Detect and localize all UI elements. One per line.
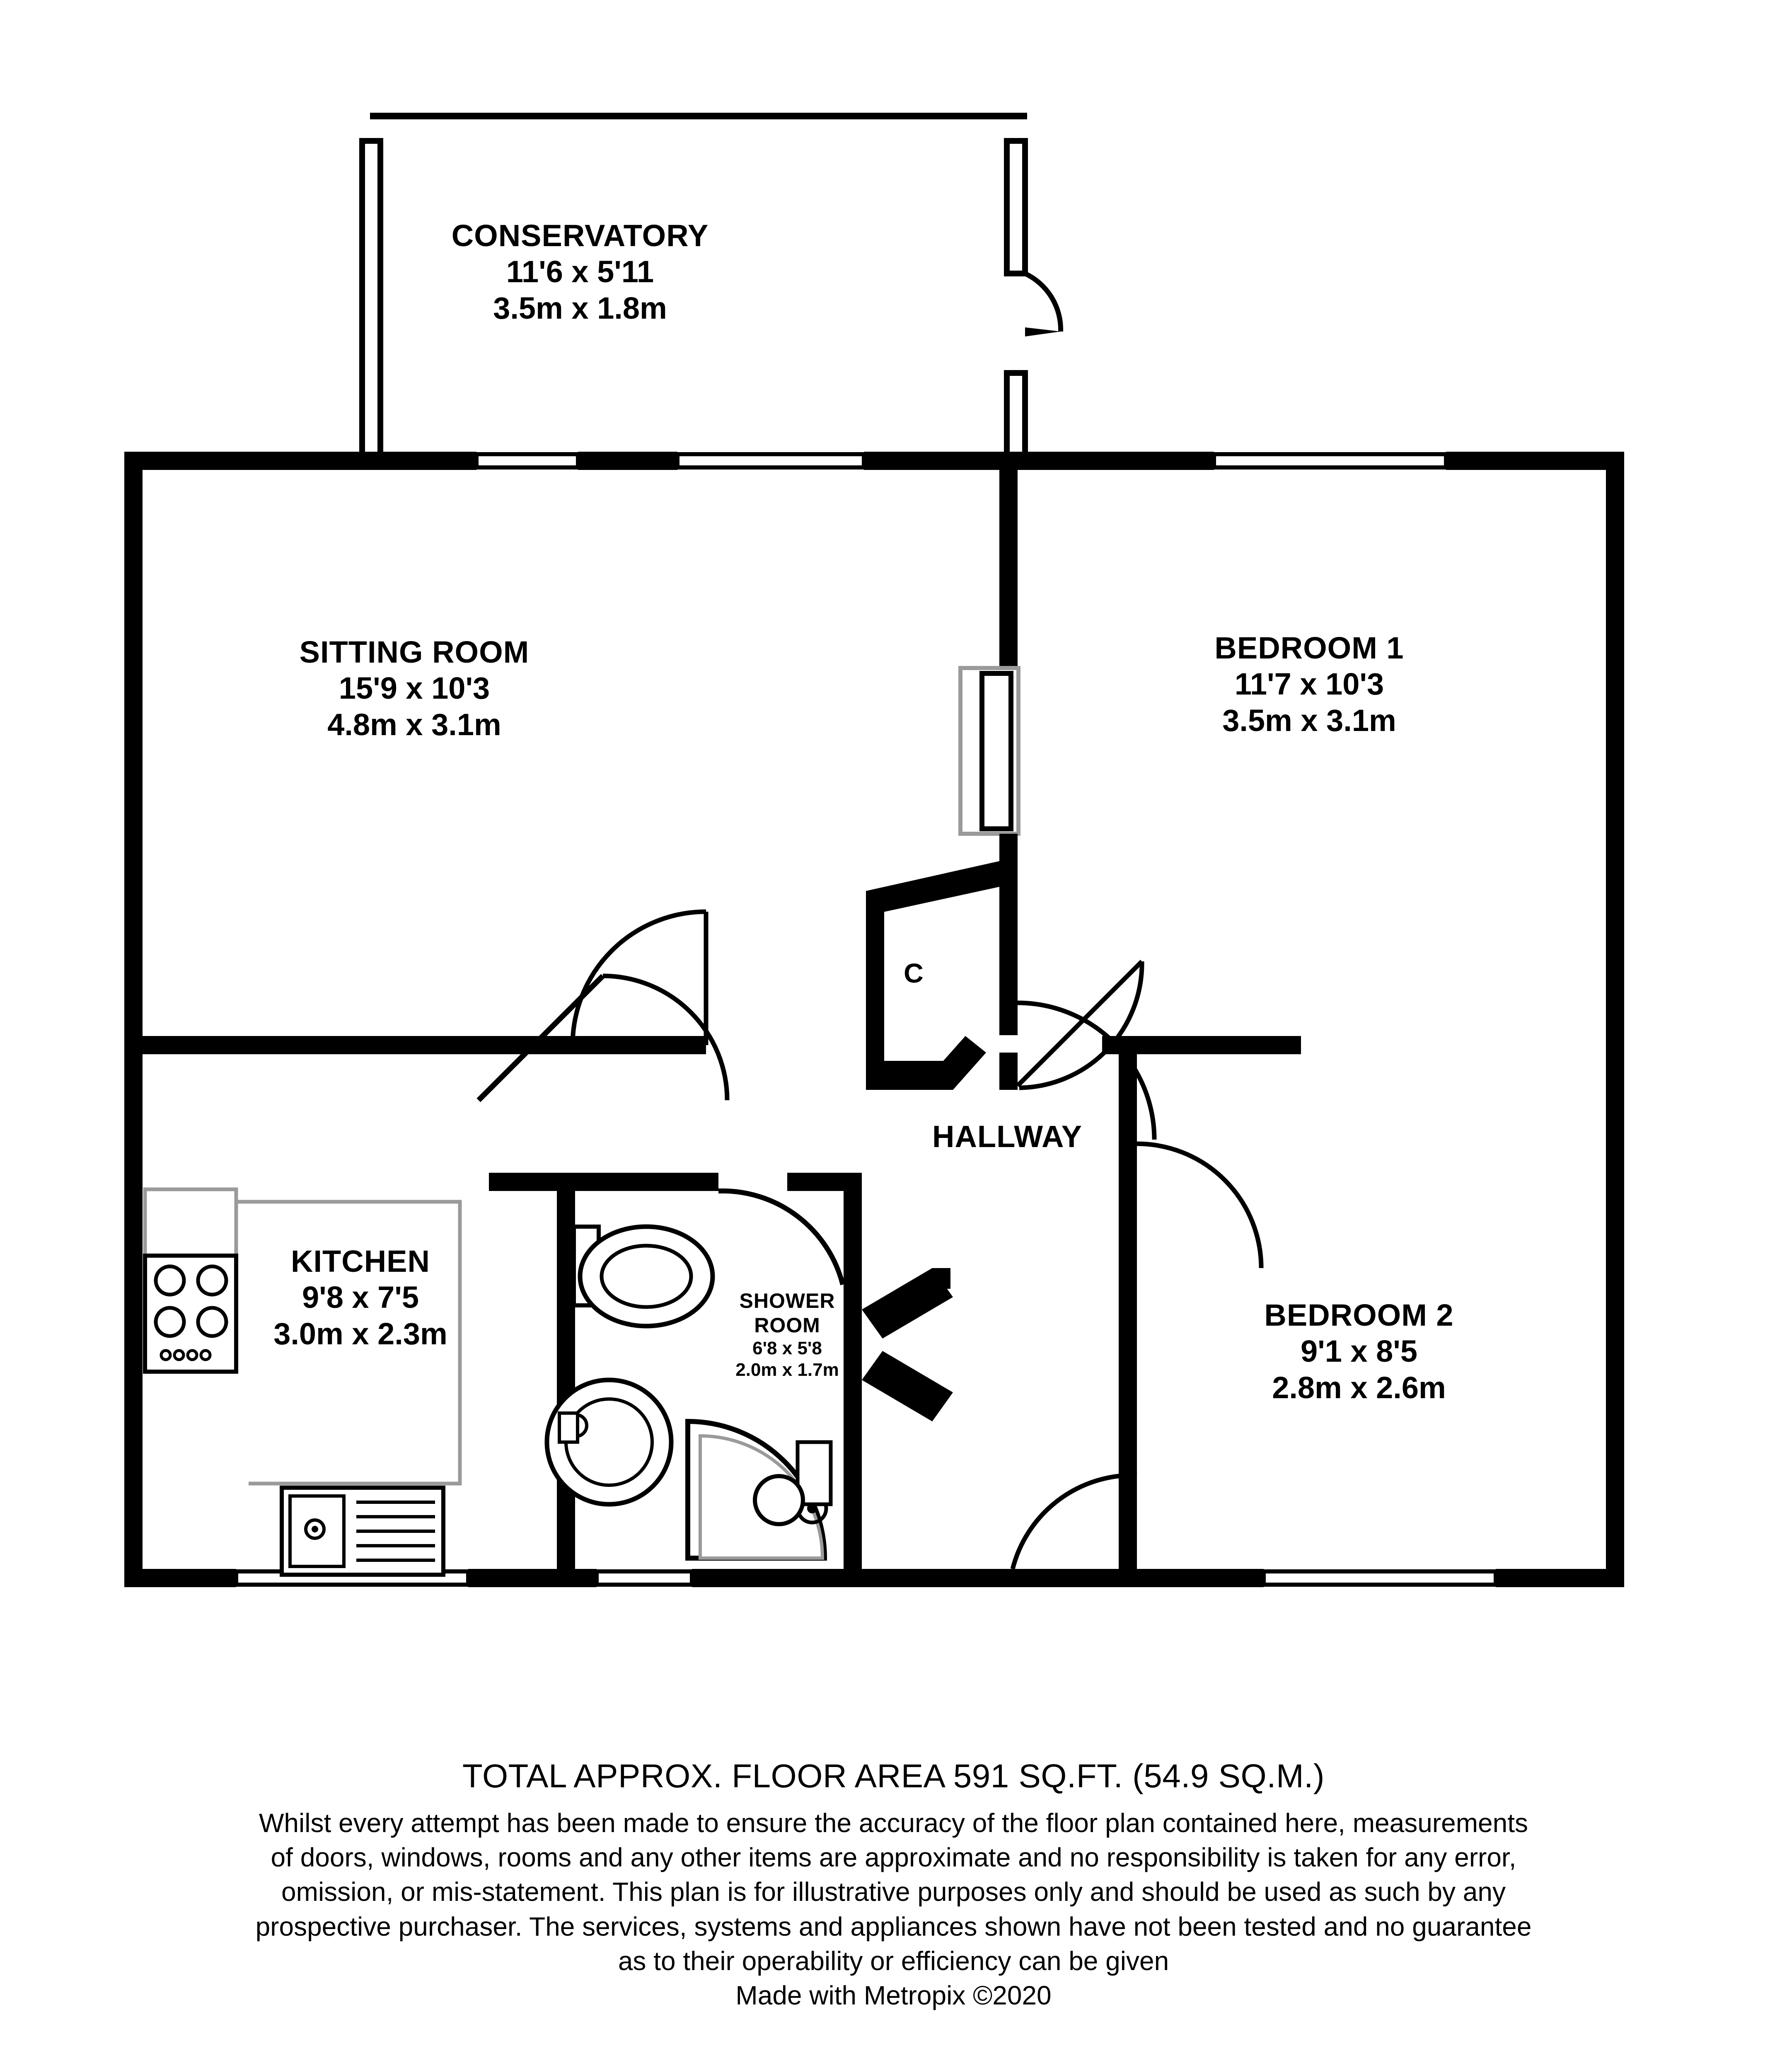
shower-room-dim-metric: 2.0m x 1.7m	[735, 1359, 839, 1380]
bedroom-2-dim-metric: 2.8m x 2.6m	[1272, 1370, 1446, 1405]
room-label-bedroom-2	[1152, 1297, 1566, 1406]
hallway-label: HALLWAY	[932, 1119, 1082, 1154]
shower-room-name-line2: ROOM	[754, 1314, 820, 1337]
bedroom-1-name: BEDROOM 1	[1214, 631, 1404, 665]
room-label-bedroom-1	[1102, 630, 1516, 738]
room-label-shower-room	[704, 1289, 870, 1381]
kitchen-name: KITCHEN	[291, 1244, 430, 1278]
bedroom-2-dim-imperial: 9'1 x 8'5	[1300, 1334, 1418, 1369]
bedroom-1-dim-metric: 3.5m x 3.1m	[1222, 703, 1396, 738]
disclaimer-line-4: prospective purchaser. The services, systems and appliances shown have not been tested and no guarantee	[255, 1911, 1532, 1941]
sitting-room-name: SITTING ROOM	[299, 635, 530, 669]
footer	[0, 1757, 1787, 2011]
conservatory-name: CONSERVATORY	[451, 218, 709, 253]
shower-room-dim-imperial: 6'8 x 5'8	[752, 1338, 822, 1358]
disclaimer-line-3: omission, or mis-statement. This plan is for illustrative purposes only and should be used as such by any	[281, 1877, 1506, 1907]
sitting-room-dim-imperial: 15'9 x 10'3	[339, 671, 490, 706]
conservatory-dim-metric: 3.5m x 1.8m	[493, 290, 667, 325]
room-label-conservatory	[352, 218, 808, 326]
bedroom-2-name: BEDROOM 2	[1264, 1298, 1454, 1332]
kitchen-dim-metric: 3.0m x 2.3m	[273, 1316, 447, 1351]
cupboard-label-1: C	[904, 958, 924, 988]
conservatory-dim-imperial: 11'6 x 5'11	[506, 254, 654, 289]
room-label-sitting-room	[207, 634, 621, 743]
sitting-room-dim-metric: 4.8m x 3.1m	[327, 707, 501, 742]
room-label-kitchen	[203, 1243, 518, 1352]
shower-room-fixtures	[547, 1227, 831, 1558]
disclaimer-line-5: as to their operability or efficiency can be given	[618, 1946, 1169, 1976]
made-with-credit: Made with Metropix ©2020	[735, 1980, 1052, 2010]
disclaimer-line-2: of doors, windows, rooms and any other items are approximate and no responsibility is taken for any error,	[271, 1842, 1516, 1873]
total-floor-area: TOTAL APPROX. FLOOR AREA 591 SQ.FT. (54.9 SQ.M.)	[462, 1757, 1325, 1794]
cupboard-label-2: C	[902, 1368, 921, 1399]
kitchen-dim-imperial: 9'8 x 7'5	[302, 1280, 419, 1315]
disclaimer-line-1: Whilst every attempt has been made to ensure the accuracy of the floor plan contained here, measurements	[259, 1808, 1528, 1838]
bedroom-1-dim-imperial: 11'7 x 10'3	[1234, 667, 1384, 702]
shower-room-name-line1: SHOWER	[739, 1289, 835, 1312]
